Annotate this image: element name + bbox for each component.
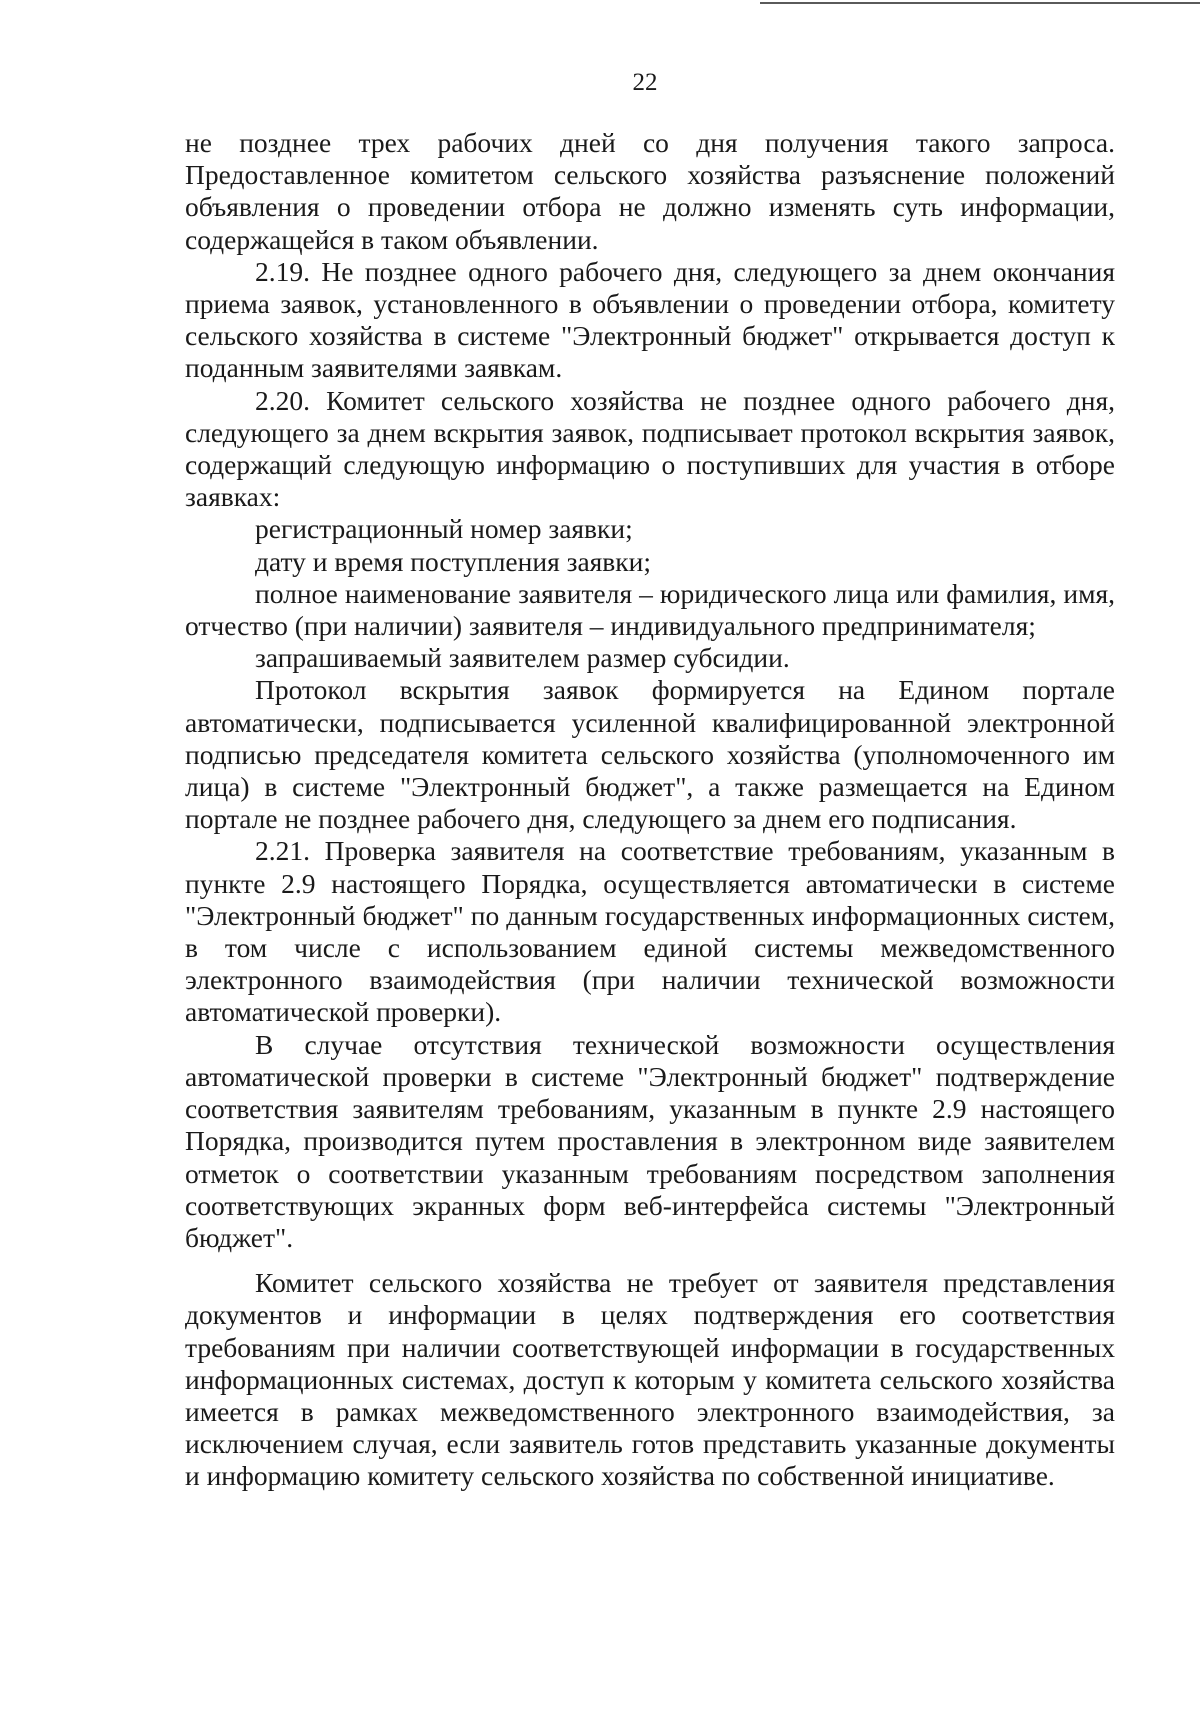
list-item-registration-number: регистрационный номер заявки; <box>255 513 633 545</box>
paragraph-continuation: не позднее трех рабочих дней со дня получения такого запроса. Предоставленное комитетом сельского хозяйства разъяснение положений объявления о проведении отбора не должно изменять суть информации, содержащейся в таком объявлении. <box>185 127 1115 255</box>
paragraph-2-19: 2.19. Не позднее одного рабочего дня, следующего за днем окончания приема заявок, установленного в объявлении о проведении отбора, комитету сельского хозяйства в системе "Электронный бюджет" открывается доступ к поданным заявителями заявкам. <box>185 255 1115 384</box>
paragraph-no-technical-possibility: В случае отсутствия технической возможности осуществления автоматической проверки в системе "Электронный бюджет" подтверждение соответствия заявителям требованиям, указанным в пункте 2.9 настоящего Порядка, производится путем проставления в электронном виде заявителем отметок о соответствии указанным требованиям посредством заполнения соответствующих экранных форм веб-интерфейса системы "Электронный бюджет". <box>185 1028 1115 1253</box>
list-item-subsidy-amount: запрашиваемый заявителем размер субсидии. <box>255 642 790 674</box>
paragraph-protocol: Протокол вскрытия заявок формируется на Едином портале автоматически, подписывается усиленной квалифицированной электронной подписью председателя комитета сельского хозяйства (уполномоченного им лица) в системе "Электронный бюджет", а также размещается на Едином портале не позднее рабочего дня, следующего за днем его подписания. <box>185 674 1115 835</box>
list-item-date-time: дату и время поступления заявки; <box>255 545 652 577</box>
list-item-applicant-name: полное наименование заявителя – юридического лица или фамилия, имя, отчество (при наличии) заявителя – индивидуального предпринимателя; <box>185 577 1115 642</box>
document-body <box>185 127 1115 1493</box>
paragraph-2-20: 2.20. Комитет сельского хозяйства не позднее одного рабочего дня, следующего за днем вскрытия заявок, подписывает протокол вскрытия заявок, содержащий следующую информацию о поступивших для участия в отборе заявках: <box>185 384 1115 513</box>
paragraph-2-21: 2.21. Проверка заявителя на соответствие требованиям, указанным в пункте 2.9 настоящего Порядка, осуществляется автоматически в системе "Электронный бюджет" по данным государственных информационных систем, в том числе с использованием единой системы межведомственного электронного взаимодействия (при наличии технической возможности автоматической проверки). <box>185 835 1115 1028</box>
top-edge-rule <box>760 2 1200 4</box>
paragraph-committee-requirements: Комитет сельского хозяйства не требует от заявителя представления документов и информации в целях подтверждения его соответствия требованиям при наличии соответствующей информации в государственных информационных системах, доступ к которым у комитета сельского хозяйства имеется в рамках межведомственного электронного взаимодействия, за исключением случая, если заявитель готов представить указанные документы и информацию комитету сельского хозяйства по собственной инициативе. <box>185 1267 1115 1492</box>
page-number: 22 <box>632 69 658 96</box>
